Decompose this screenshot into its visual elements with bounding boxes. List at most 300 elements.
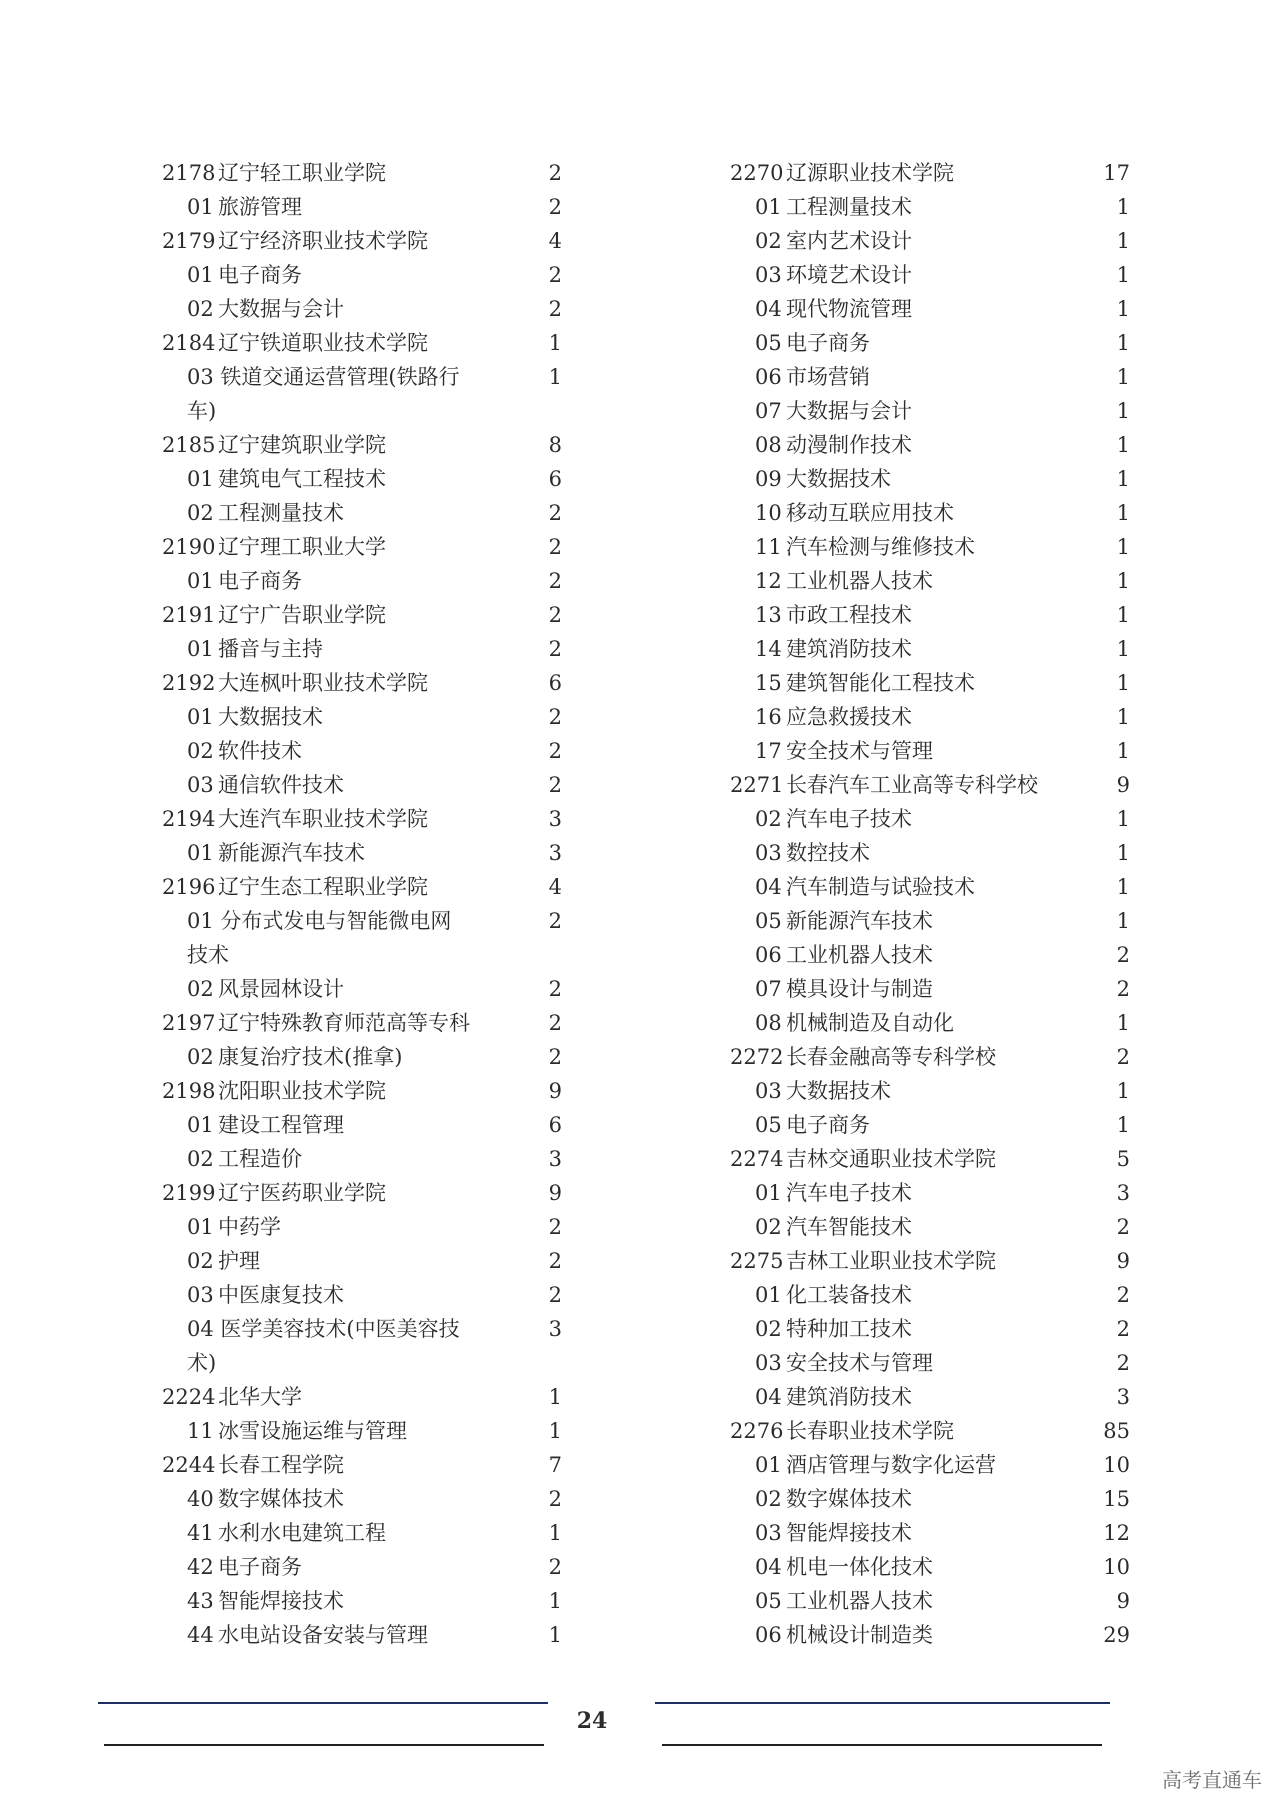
major-code: 11 xyxy=(755,535,782,559)
major-row xyxy=(730,700,1130,734)
quota-count: 10 xyxy=(1103,1453,1130,1477)
major-row xyxy=(730,1006,1130,1040)
quota-count: 1 xyxy=(1116,331,1130,355)
major-row xyxy=(162,1312,562,1380)
major-code: 01 xyxy=(755,1453,782,1477)
watermark: 高考直通车 xyxy=(1162,1768,1262,1792)
quota-count: 7 xyxy=(548,1453,562,1477)
major-row xyxy=(162,1516,562,1550)
school-name: 辽宁铁道职业技术学院 xyxy=(218,331,428,355)
major-row xyxy=(730,802,1130,836)
quota-count: 1 xyxy=(1116,739,1130,763)
school-row xyxy=(162,156,562,190)
school-code: 2196 xyxy=(162,875,216,899)
major-row xyxy=(162,1244,562,1278)
school-row xyxy=(730,1142,1130,1176)
major-name: 软件技术 xyxy=(218,739,302,763)
quota-count: 5 xyxy=(1116,1147,1130,1171)
quota-count: 1 xyxy=(1116,1113,1130,1137)
quota-count: 2 xyxy=(548,1249,562,1273)
major-name xyxy=(187,904,472,972)
school-name: 辽宁特殊教育师范高等专科 xyxy=(218,1011,470,1035)
school-row xyxy=(162,224,562,258)
quota-count: 2 xyxy=(1116,1045,1130,1069)
school-row xyxy=(162,666,562,700)
major-row xyxy=(162,1482,562,1516)
quota-count: 2 xyxy=(548,1555,562,1579)
school-code: 2178 xyxy=(162,161,216,185)
major-name: 建筑消防技术 xyxy=(786,1385,912,1409)
major-code: 02 xyxy=(755,1317,782,1341)
page-number: 24 xyxy=(576,1708,608,1734)
major-code: 01 xyxy=(187,1215,214,1239)
quota-count: 1 xyxy=(1116,909,1130,933)
major-name: 通信软件技术 xyxy=(218,773,344,797)
major-row xyxy=(162,1210,562,1244)
quota-count: 3 xyxy=(548,807,562,831)
major-row xyxy=(730,666,1130,700)
quota-count: 6 xyxy=(548,1113,562,1137)
major-row xyxy=(730,1448,1130,1482)
major-name: 室内艺术设计 xyxy=(786,229,912,253)
major-name: 建设工程管理 xyxy=(218,1113,344,1137)
quota-count: 2 xyxy=(1116,1215,1130,1239)
major-name: 安全技术与管理 xyxy=(786,1351,933,1375)
quota-count: 29 xyxy=(1103,1623,1130,1647)
school-name: 辽宁经济职业技术学院 xyxy=(218,229,428,253)
major-name: 大数据技术 xyxy=(786,1079,891,1103)
quota-count: 1 xyxy=(1116,1079,1130,1103)
quota-count: 9 xyxy=(548,1079,562,1103)
major-code: 08 xyxy=(755,433,782,457)
major-code: 04 xyxy=(755,1385,782,1409)
major-name: 中医康复技术 xyxy=(218,1283,344,1307)
major-row xyxy=(162,1584,562,1618)
major-row xyxy=(162,1142,562,1176)
school-name: 沈阳职业技术学院 xyxy=(218,1079,386,1103)
major-name: 电子商务 xyxy=(786,1113,870,1137)
major-code: 02 xyxy=(187,1147,214,1171)
school-code: 2185 xyxy=(162,433,216,457)
quota-count: 1 xyxy=(1116,637,1130,661)
major-label: 医学美容技术(中医美容技术) xyxy=(187,1317,460,1375)
quota-count: 2 xyxy=(548,1045,562,1069)
major-code: 02 xyxy=(755,807,782,831)
quota-count: 9 xyxy=(548,1181,562,1205)
major-code: 03 xyxy=(187,365,214,389)
school-code: 2270 xyxy=(730,161,784,185)
school-code: 2275 xyxy=(730,1249,784,1273)
major-code: 01 xyxy=(187,841,214,865)
school-code: 2191 xyxy=(162,603,216,627)
school-name: 大连汽车职业技术学院 xyxy=(218,807,428,831)
quota-count: 1 xyxy=(1116,467,1130,491)
school-code: 2276 xyxy=(730,1419,784,1443)
major-code: 44 xyxy=(187,1623,214,1647)
major-name xyxy=(187,1312,472,1380)
major-name: 水利水电建筑工程 xyxy=(218,1521,386,1545)
major-code: 01 xyxy=(755,1283,782,1307)
major-name: 机械设计制造类 xyxy=(786,1623,933,1647)
major-name: 模具设计与制造 xyxy=(786,977,933,1001)
quota-count: 2 xyxy=(548,637,562,661)
major-code: 05 xyxy=(755,909,782,933)
major-row xyxy=(730,1074,1130,1108)
quota-count: 1 xyxy=(1116,535,1130,559)
major-code: 16 xyxy=(755,705,782,729)
major-name: 康复治疗技术(推拿) xyxy=(218,1045,403,1069)
school-row xyxy=(730,1040,1130,1074)
major-name: 工业机器人技术 xyxy=(786,569,933,593)
major-code: 06 xyxy=(755,365,782,389)
major-name: 风景园林设计 xyxy=(218,977,344,1001)
major-code: 02 xyxy=(187,1045,214,1069)
school-row xyxy=(162,1074,562,1108)
major-code: 03 xyxy=(755,263,782,287)
school-name: 长春汽车工业高等专科学校 xyxy=(786,773,1038,797)
quota-count: 2 xyxy=(548,977,562,1001)
major-name: 建筑智能化工程技术 xyxy=(786,671,975,695)
quota-count: 9 xyxy=(1116,1249,1130,1273)
quota-count: 1 xyxy=(1116,807,1130,831)
quota-count: 2 xyxy=(548,569,562,593)
quota-count: 1 xyxy=(548,1385,562,1409)
major-code: 05 xyxy=(755,1113,782,1137)
major-name: 酒店管理与数字化运营 xyxy=(786,1453,996,1477)
major-name: 市场营销 xyxy=(786,365,870,389)
quota-count: 2 xyxy=(1116,1317,1130,1341)
school-name: 吉林工业职业技术学院 xyxy=(786,1249,996,1273)
school-row xyxy=(162,530,562,564)
major-name: 汽车制造与试验技术 xyxy=(786,875,975,899)
major-code: 03 xyxy=(755,1079,782,1103)
quota-count: 2 xyxy=(1116,943,1130,967)
major-row xyxy=(730,972,1130,1006)
major-row xyxy=(730,1210,1130,1244)
major-name: 工程测量技术 xyxy=(218,501,344,525)
major-code: 12 xyxy=(755,569,782,593)
major-name: 冰雪设施运维与管理 xyxy=(218,1419,407,1443)
major-row xyxy=(162,1040,562,1074)
major-label: 分布式发电与智能微电网技术 xyxy=(187,909,452,967)
major-code: 02 xyxy=(187,501,214,525)
major-row xyxy=(730,360,1130,394)
major-row xyxy=(162,768,562,802)
school-code: 2192 xyxy=(162,671,216,695)
major-code: 02 xyxy=(187,1249,214,1273)
major-code: 17 xyxy=(755,739,782,763)
major-row xyxy=(730,938,1130,972)
major-name: 特种加工技术 xyxy=(786,1317,912,1341)
left-column xyxy=(162,156,562,1652)
quota-count: 85 xyxy=(1103,1419,1130,1443)
major-code: 03 xyxy=(187,773,214,797)
quota-count: 1 xyxy=(548,331,562,355)
major-code: 03 xyxy=(755,841,782,865)
major-name: 工程造价 xyxy=(218,1147,302,1171)
major-name: 旅游管理 xyxy=(218,195,302,219)
school-name: 辽宁轻工职业学院 xyxy=(218,161,386,185)
quota-count: 2 xyxy=(548,773,562,797)
major-row xyxy=(730,1482,1130,1516)
quota-count: 9 xyxy=(1116,773,1130,797)
major-name: 工程测量技术 xyxy=(786,195,912,219)
major-code: 02 xyxy=(187,297,214,321)
major-row xyxy=(162,190,562,224)
quota-count: 2 xyxy=(548,1283,562,1307)
major-row xyxy=(730,632,1130,666)
major-row xyxy=(730,394,1130,428)
major-row xyxy=(162,700,562,734)
major-row xyxy=(730,836,1130,870)
quota-count: 2 xyxy=(548,263,562,287)
major-row xyxy=(730,564,1130,598)
major-row xyxy=(162,1278,562,1312)
major-row xyxy=(730,496,1130,530)
footer-rule-bottom-left xyxy=(104,1744,544,1746)
major-code: 07 xyxy=(755,399,782,423)
major-code: 03 xyxy=(187,1283,214,1307)
quota-count: 6 xyxy=(548,671,562,695)
major-code: 04 xyxy=(187,1317,214,1341)
major-name: 汽车电子技术 xyxy=(786,807,912,831)
major-row xyxy=(730,190,1130,224)
school-code: 2197 xyxy=(162,1011,216,1035)
quota-count: 3 xyxy=(548,1317,562,1341)
major-code: 42 xyxy=(187,1555,214,1579)
major-row xyxy=(730,1618,1130,1652)
major-row xyxy=(162,292,562,326)
major-row xyxy=(162,1414,562,1448)
major-code: 04 xyxy=(755,875,782,899)
quota-count: 2 xyxy=(548,603,562,627)
school-row xyxy=(162,428,562,462)
major-row xyxy=(162,360,562,428)
major-name: 大数据技术 xyxy=(786,467,891,491)
major-name: 新能源汽车技术 xyxy=(786,909,933,933)
school-name: 长春金融高等专科学校 xyxy=(786,1045,996,1069)
quota-count: 2 xyxy=(548,195,562,219)
major-name: 工业机器人技术 xyxy=(786,1589,933,1613)
major-name: 电子商务 xyxy=(786,331,870,355)
quota-count: 1 xyxy=(1116,671,1130,695)
school-row xyxy=(730,156,1130,190)
major-row xyxy=(730,292,1130,326)
school-code: 2274 xyxy=(730,1147,784,1171)
quota-count: 2 xyxy=(548,739,562,763)
major-name: 水电站设备安装与管理 xyxy=(218,1623,428,1647)
major-row xyxy=(730,258,1130,292)
major-name: 电子商务 xyxy=(218,1555,302,1579)
major-name: 汽车电子技术 xyxy=(786,1181,912,1205)
major-code: 06 xyxy=(755,1623,782,1647)
school-code: 2198 xyxy=(162,1079,216,1103)
major-code: 04 xyxy=(755,1555,782,1579)
quota-count: 9 xyxy=(1116,1589,1130,1613)
quota-count: 2 xyxy=(1116,1351,1130,1375)
major-name: 电子商务 xyxy=(218,569,302,593)
major-code: 01 xyxy=(187,1113,214,1137)
major-row xyxy=(162,462,562,496)
quota-count: 3 xyxy=(548,1147,562,1171)
major-name: 工业机器人技术 xyxy=(786,943,933,967)
school-code: 2179 xyxy=(162,229,216,253)
major-row xyxy=(162,972,562,1006)
major-name: 建筑消防技术 xyxy=(786,637,912,661)
major-name: 数控技术 xyxy=(786,841,870,865)
major-name: 动漫制作技术 xyxy=(786,433,912,457)
footer-rule-bottom-right xyxy=(662,1744,1102,1746)
major-row xyxy=(730,1550,1130,1584)
quota-count: 2 xyxy=(548,501,562,525)
school-name: 辽源职业技术学院 xyxy=(786,161,954,185)
quota-count: 1 xyxy=(548,1623,562,1647)
major-code: 01 xyxy=(755,1181,782,1205)
major-label: 铁道交通运营管理(铁路行车) xyxy=(187,365,460,423)
school-code: 2190 xyxy=(162,535,216,559)
major-code: 07 xyxy=(755,977,782,1001)
quota-count: 2 xyxy=(548,161,562,185)
major-name: 机械制造及自动化 xyxy=(786,1011,954,1035)
quota-count: 2 xyxy=(1116,1283,1130,1307)
quota-count: 2 xyxy=(548,909,562,933)
major-row xyxy=(730,1584,1130,1618)
major-code: 06 xyxy=(755,943,782,967)
right-column xyxy=(730,156,1130,1652)
major-name: 大数据与会计 xyxy=(218,297,344,321)
school-row xyxy=(162,326,562,360)
school-row xyxy=(730,1244,1130,1278)
school-name: 辽宁广告职业学院 xyxy=(218,603,386,627)
major-name: 数字媒体技术 xyxy=(218,1487,344,1511)
major-name xyxy=(187,360,472,428)
quota-count: 1 xyxy=(1116,433,1130,457)
major-row xyxy=(162,1108,562,1142)
major-row xyxy=(162,836,562,870)
school-code: 2224 xyxy=(162,1385,216,1409)
major-code: 09 xyxy=(755,467,782,491)
school-row xyxy=(162,870,562,904)
quota-count: 1 xyxy=(1116,195,1130,219)
quota-count: 17 xyxy=(1103,161,1130,185)
quota-count: 1 xyxy=(1116,1011,1130,1035)
quota-count: 2 xyxy=(548,1011,562,1035)
school-row xyxy=(162,1448,562,1482)
school-code: 2194 xyxy=(162,807,216,831)
quota-count: 3 xyxy=(548,841,562,865)
school-code: 2199 xyxy=(162,1181,216,1205)
quota-count: 1 xyxy=(1116,501,1130,525)
major-code: 43 xyxy=(187,1589,214,1613)
major-code: 05 xyxy=(755,1589,782,1613)
major-row xyxy=(730,1346,1130,1380)
major-row xyxy=(162,1618,562,1652)
major-row xyxy=(730,326,1130,360)
school-code: 2184 xyxy=(162,331,216,355)
quota-count: 1 xyxy=(1116,229,1130,253)
major-row xyxy=(730,1278,1130,1312)
major-code: 01 xyxy=(187,569,214,593)
major-row xyxy=(162,564,562,598)
school-name: 辽宁生态工程职业学院 xyxy=(218,875,428,899)
major-row xyxy=(162,632,562,666)
quota-count: 1 xyxy=(1116,399,1130,423)
major-code: 04 xyxy=(755,297,782,321)
school-row xyxy=(730,768,1130,802)
major-code: 41 xyxy=(187,1521,214,1545)
major-code: 03 xyxy=(755,1521,782,1545)
quota-count: 8 xyxy=(548,433,562,457)
major-row xyxy=(162,734,562,768)
school-row xyxy=(162,802,562,836)
school-code: 2272 xyxy=(730,1045,784,1069)
quota-count: 3 xyxy=(1116,1385,1130,1409)
major-code: 15 xyxy=(755,671,782,695)
quota-count: 1 xyxy=(1116,841,1130,865)
school-row xyxy=(162,1380,562,1414)
major-row xyxy=(162,904,562,972)
quota-count: 2 xyxy=(548,1487,562,1511)
school-name: 长春职业技术学院 xyxy=(786,1419,954,1443)
quota-count: 4 xyxy=(548,229,562,253)
major-code: 01 xyxy=(187,467,214,491)
major-name: 移动互联应用技术 xyxy=(786,501,954,525)
major-code: 01 xyxy=(755,195,782,219)
major-name: 新能源汽车技术 xyxy=(218,841,365,865)
school-name: 吉林交通职业技术学院 xyxy=(786,1147,996,1171)
school-row xyxy=(162,1006,562,1040)
major-name: 电子商务 xyxy=(218,263,302,287)
quota-count: 1 xyxy=(548,365,562,389)
major-code: 01 xyxy=(187,195,214,219)
major-name: 现代物流管理 xyxy=(786,297,912,321)
quota-count: 1 xyxy=(1116,569,1130,593)
quota-count: 1 xyxy=(548,1521,562,1545)
school-name: 辽宁建筑职业学院 xyxy=(218,433,386,457)
school-name: 北华大学 xyxy=(218,1385,302,1409)
major-row xyxy=(730,530,1130,564)
major-row xyxy=(730,598,1130,632)
major-code: 02 xyxy=(755,1215,782,1239)
major-name: 智能焊接技术 xyxy=(786,1521,912,1545)
quota-count: 3 xyxy=(1116,1181,1130,1205)
footer-rule-top-right xyxy=(655,1702,1110,1704)
major-row xyxy=(162,258,562,292)
major-code: 40 xyxy=(187,1487,214,1511)
school-row xyxy=(162,1176,562,1210)
quota-count: 1 xyxy=(1116,603,1130,627)
major-name: 护理 xyxy=(218,1249,260,1273)
major-name: 中药学 xyxy=(218,1215,281,1239)
major-row xyxy=(730,1312,1130,1346)
major-row xyxy=(730,1516,1130,1550)
major-row xyxy=(162,496,562,530)
major-code: 02 xyxy=(187,977,214,1001)
major-row xyxy=(730,224,1130,258)
major-code: 02 xyxy=(755,1487,782,1511)
quota-count: 1 xyxy=(1116,365,1130,389)
school-row xyxy=(730,1414,1130,1448)
quota-count: 1 xyxy=(1116,705,1130,729)
major-code: 01 xyxy=(187,705,214,729)
major-code: 11 xyxy=(187,1419,214,1443)
school-code: 2244 xyxy=(162,1453,216,1477)
school-name: 辽宁医药职业学院 xyxy=(218,1181,386,1205)
major-name: 化工装备技术 xyxy=(786,1283,912,1307)
quota-count: 2 xyxy=(548,1215,562,1239)
major-code: 10 xyxy=(755,501,782,525)
major-row xyxy=(730,462,1130,496)
